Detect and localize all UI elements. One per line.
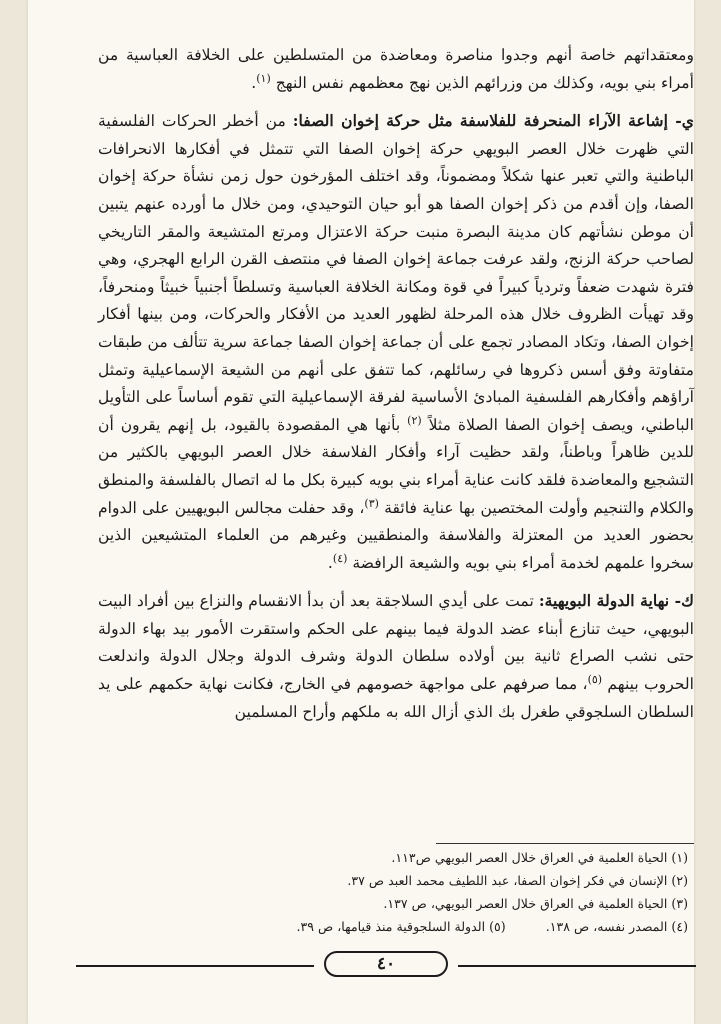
section-heading-end-of-buyid-state: ك- نهاية الدولة البويهية:: [538, 591, 694, 611]
footnote-ref-1: (١): [256, 71, 271, 85]
footnote-1: (١) الحياة العلمية في العراق خلال العصر البويهي ص١١٣.: [391, 850, 688, 865]
paragraph-2-text-c: ، وقد حفلت مجالس البويهيين على الدوام بحضور العديد من المعتزلة والفلاسفة والمنطقيين وغيرهم من العلماء المتشيعين الذين سخروا علمهم لخدمة أمراء بني بويه والشيعة الرافضة: [98, 498, 694, 572]
paragraph-3-text-b: ، مما صرفهم على مواجهة خصومهم في الخارج، فكانت نهاية حكمهم على يد السلطان السلجوقي طغرل بك الذي أزال الله به ملكهم وأراح المسلمين: [98, 675, 694, 721]
footnote-ref-2: (٢): [407, 413, 422, 427]
footnote-5: (٥) الدولة السلجوقية منذ قيامها، ص ٣٩.: [296, 919, 506, 934]
paragraph-2-text-b: بأنها هي المقصودة بالقيود، بل إنهم يقرون أن للدين ظاهراً وباطناً، ولقد حظيت آراء وأفكار الفلاسفة خلال العصر البويهي بالكثير من التشجيع والمعاضدة فلقد كانت عناية أمراء بني بويه كبيرة بكل ما له اتصال بالفلسفة والمنطق والكلام والتنجيم وأولت المختصين بها عناية فائقة: [98, 415, 694, 517]
book-page: [28, 0, 694, 1024]
footnote-3: (٣) الحياة العلمية في العراق خلال العصر البويهي، ص ١٣٧.: [383, 896, 688, 911]
page-number: ٤٠: [324, 951, 448, 977]
paragraph-2: ي- إشاعة الآراء المنحرفة للفلاسفة مثل حركة إخوان الصفا: من أخطر الحركات الفلسفية التي ظهرت خلال العصر البويهي حركة إخوان الصفا التي تتمثل في أفكارها الانحرافات الباطنية والتي تعبر عنها شكلاً ومضموناً، وقد اختلف المؤرخون حول زمن نشأة حركة إخوان الصفا، وإن أقدم من ذكر إخوان الصفا هو أبو حيان التوحيدي، ومن خلال ما أورده عنهم يتبين أن موطن نشأتهم كان مدينة البصرة منبت حركة الاعتزال ومرتع المتشيعة والمقر التاريخي لصاحب حركة الزنج، ولقد عرفت جماعة إخوان الصفا في منتصف القرن الرابع الهجري، وهي فترة شهدت ضعفاً وتردياً كبيراً في قوة ومكانة الخلافة العباسية وتسلطاً أجنبياً خبيثاً ومنحرفاً، وقد تهيأت الظروف خلال هذه المرحلة لظهور العديد من الأفكار والحركات، ومن بينها أفكار إخوان الصفا، وتكاد المصادر تجمع على أن جماعة إخوان الصفا جماعة سرية تتألف من طبقات متفاوتة وفق أسس ذكروها في رسائلهم، كما تتفق على أنهم من الشيعة الإسماعيلية وتمثل آراؤهم وأفكارهم الفلسفية المبادئ الأساسية لفرقة الإسماعيلية التي تقوم أساساً على التأويل الباطني، ويصف إخوان الصفا الصلاة مثلاً $^{(٢)}$ بأنها هي المقصودة بالقيود، بل إنهم يقرون أن للدين ظاهراً وباطناً، ولقد حظيت آراء وأفكار الفلاسفة خلال العصر البويهي بالكثير من التشجيع والمعاضدة فلقد كانت عناية أمراء بني بويه كبيرة بكل ما له اتصال بالفلسفة والمنطق والكلام والتنجيم وأولت المختصين بها عناية فائقة $^{(٣)}$، وقد حفلت مجالس البويهيين على الدوام بحضور العديد من المعتزلة والفلاسفة والمنطقيين وغيرهم من العلماء المتشيعين الذين سخروا علمهم لخدمة أمراء بني بويه والشيعة الرافضة $^{(٤)}$.: [98, 111, 694, 572]
main-text: [98, 42, 694, 726]
footnote-row-4-5: [98, 915, 688, 938]
paragraph-2-text-a: من أخطر الحركات الفلسفية التي ظهرت خلال العصر البويهي حركة إخوان الصفا التي تتمثل في أفكارها الانحرافات الباطنية والتي تعبر عنها شكلاً ومضموناً، وقد اختلف المؤرخون حول زمن نشأة حركة إخوان الصفا، وإن أقدم من ذكر إخوان الصفا هو أبو حيان التوحيدي، ومن خلال ما أورده عنهم يتبين أن موطن نشأتهم كان مدينة البصرة منبت حركة الاعتزال ومرتع المتشيعة والمقر التاريخي لصاحب حركة الزنج، ولقد عرفت جماعة إخوان الصفا في منتصف القرن الرابع الهجري، وهي فترة شهدت ضعفاً وتردياً كبيراً في قوة ومكانة الخلافة العباسية وتسلطاً أجنبياً خبيثاً ومنحرفاً، وقد تهيأت الظروف خلال هذه المرحلة لظهور العديد من الأفكار والحركات، ومن بينها أفكار إخوان الصفا، وتكاد المصادر تجمع على أن جماعة إخوان الصفا جماعة سرية تتألف من طبقات متفاوتة وفق أسس ذكروها في رسائلهم، كما تتفق على أنهم من الشيعة الإسماعيلية وتمثل آراؤهم وأفكارهم الفلسفية المبادئ الأساسية لفرقة الإسماعيلية التي تقوم أساساً على التأويل الباطني، ويصف إخوان الصفا الصلاة مثلاً: [98, 112, 694, 434]
footnote-ref-4: (٤): [332, 551, 348, 565]
footer-rule-right: [458, 965, 696, 967]
paragraph-3: [98, 587, 694, 726]
footnotes: [98, 846, 688, 938]
footnote-4: (٤) المصدر نفسه، ص ١٣٨.: [545, 919, 688, 934]
footnote-ref-3: (٣): [364, 496, 379, 510]
paragraph-1-text: ومعتقداتهم خاصة أنهم وجدوا مناصرة ومعاضدة من المتسلطين على الخلافة العباسية من أمراء بني بويه، وكذلك من وزرائهم الذين نهج معظمهم نفس النهج: [98, 46, 694, 92]
paragraph-1: ومعتقداتهم خاصة أنهم وجدوا مناصرة ومعاضدة من المتسلطين على الخلافة العباسية من أمراء بني بويه، وكذلك من وزرائهم الذين نهج معظمهم نفس النهج $^{(١)}$.: [98, 46, 694, 92]
footnote-separator: [436, 843, 694, 844]
paragraph-3-text-a: تمت على أيدي السلاجقة بعد أن بدأ الانقسام والنزاع بين أفراد البيت البويهي، حيث تنازع أبناء عضد الدولة فيما بينهم على الحكم واستقرت الأمور بيد بهاء الدولة حتى نشب الصراع ثانية بين أولاده سلطان الدولة وشرف الدولة وجلال الدولة واندلعت الحروب بينهم: [98, 592, 694, 694]
section-heading-ikhwan-al-safa: ي- إشاعة الآراء المنحرفة للفلاسفة مثل حركة إخوان الصفا:: [292, 111, 694, 131]
page-footer: [76, 950, 696, 980]
footnote-ref-5: (٥): [587, 672, 603, 686]
footer-rule-left: [76, 965, 314, 967]
footnote-2: (٢) الإنسان في فكر إخوان الصفا، عبد اللطيف محمد العبد ص ٣٧.: [347, 873, 688, 888]
